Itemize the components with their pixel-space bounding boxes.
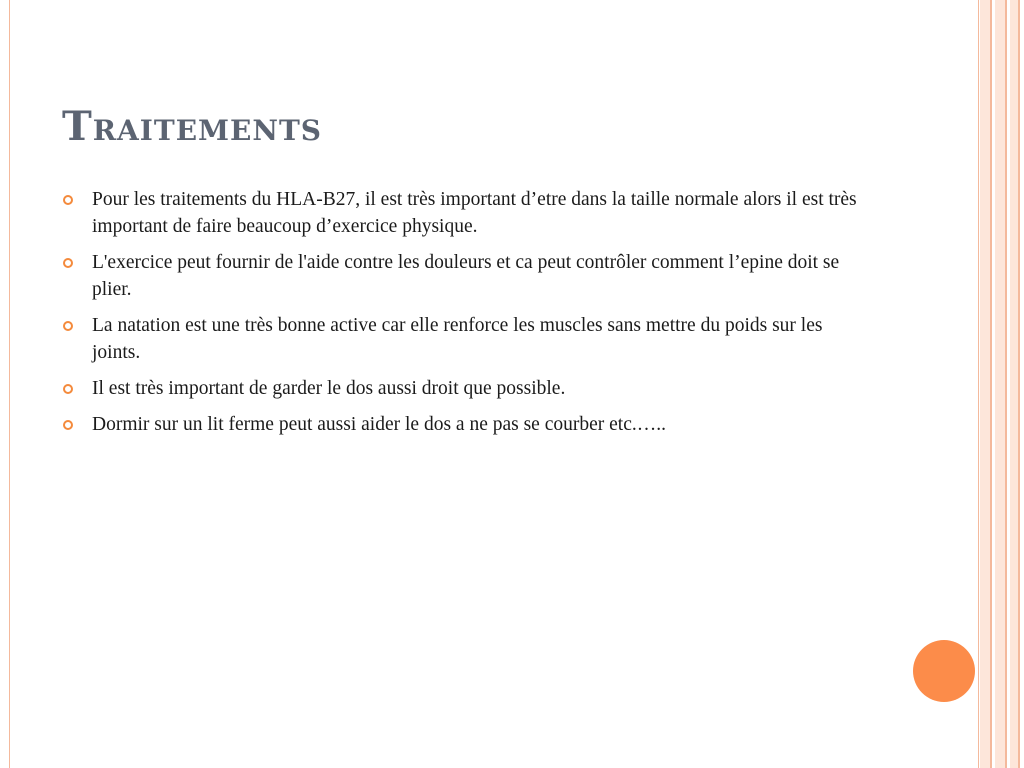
bullet-text: Pour les traitements du HLA-B27, il est très important d’etre dans la taille normale alors il est très important de faire beaucoup d’exercice physique. xyxy=(92,189,857,237)
bullet-item xyxy=(62,186,862,240)
slide-title: Traitements xyxy=(62,103,323,150)
frame-stripe xyxy=(978,0,979,768)
frame-stripe xyxy=(995,0,1005,768)
frame-stripe xyxy=(980,0,990,768)
bullet-text: L'exercice peut fournir de l'aide contre les douleurs et ca peut contrôler comment l’epine doit se plier. xyxy=(92,252,840,300)
bullet-item xyxy=(62,375,862,402)
frame-stripe xyxy=(1005,0,1007,768)
bullet-item xyxy=(62,249,862,303)
bullet-text: Dormir sur un lit ferme peut aussi aider le dos a ne pas se courber etc.….. xyxy=(92,414,666,435)
bullet-ring-icon xyxy=(63,321,73,331)
frame-stripe xyxy=(1010,0,1018,768)
bullet-item xyxy=(62,312,862,366)
bullet-text: Il est très important de garder le dos aussi droit que possible. xyxy=(92,378,566,399)
frame-stripe xyxy=(1018,0,1020,768)
bullet-ring-icon xyxy=(63,384,73,394)
frame-stripe xyxy=(990,0,992,768)
bullet-ring-icon xyxy=(63,258,73,268)
bullet-text: La natation est une très bonne active car elle renforce les muscles sans mettre du poids sur les joints. xyxy=(92,315,823,363)
bullet-item xyxy=(62,411,862,438)
bullet-ring-icon xyxy=(63,420,73,430)
decorative-circle xyxy=(913,640,975,702)
left-frame-line xyxy=(9,0,10,768)
right-frame-border xyxy=(974,0,1024,768)
bullet-list xyxy=(62,186,862,447)
bullet-ring-icon xyxy=(63,195,73,205)
